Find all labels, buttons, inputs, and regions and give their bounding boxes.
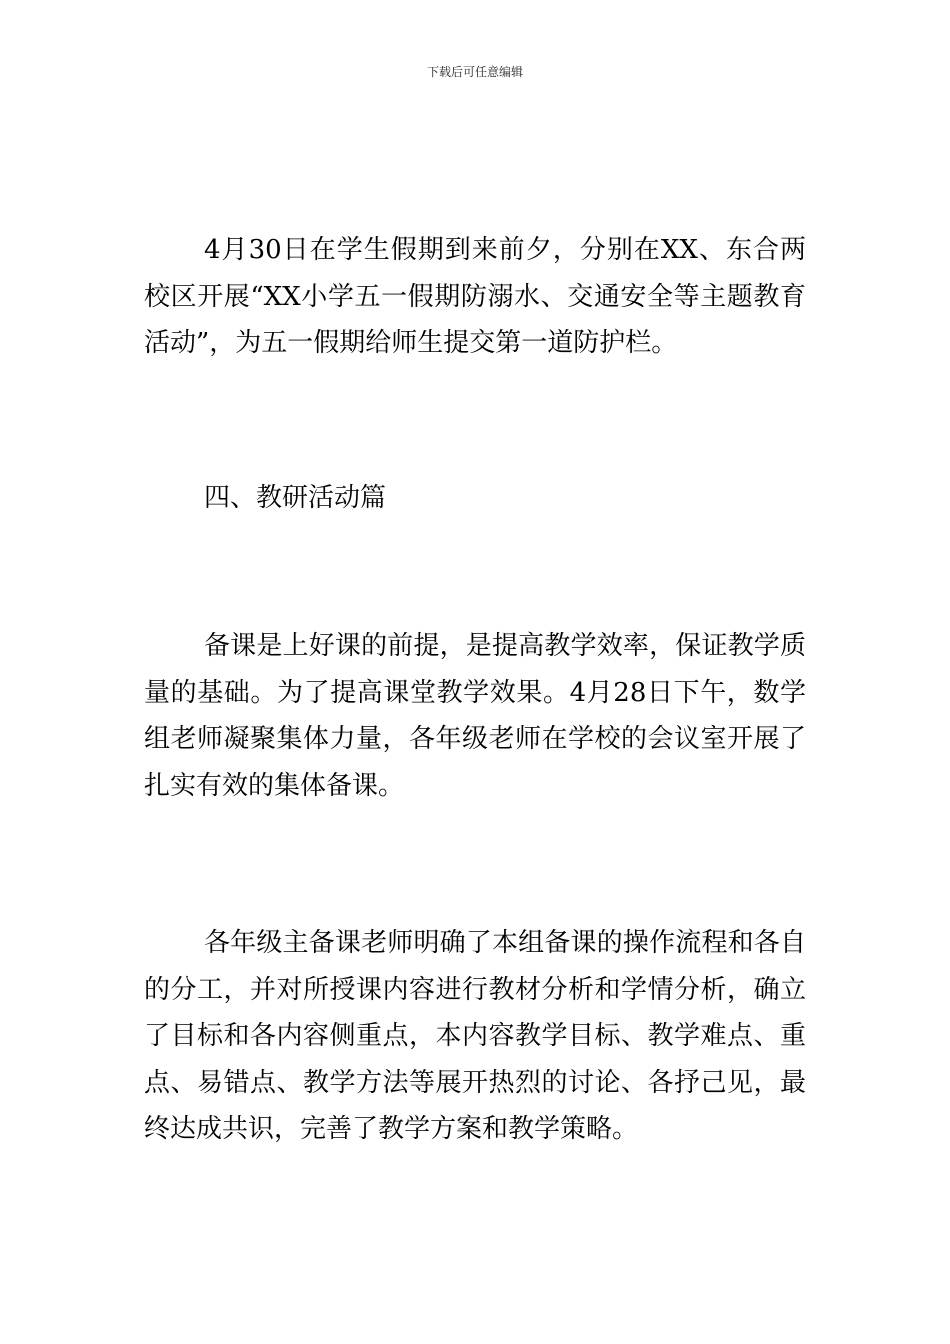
paragraph-lesson-preparation: 备课是上好课的前提，是提高教学效率，保证教学质量的基础。为了提高课堂教学效果。4月28日下午，数学组老师凝聚集体力量，各年级老师在学校的会议室开展了扎实有效的集体备课。	[144, 631, 806, 801]
page-header: 下载后可任意编辑	[426, 65, 523, 79]
section-heading-teaching-research: 四、教研活动篇	[204, 483, 387, 513]
paragraph-group-discussion: 各年级主备课老师明确了本组备课的操作流程和各自的分工，并对所授课内容进行教材分析和学情分析，确立了目标和各内容侧重点，本内容教学目标、教学难点、重点、易错点、教学方法等展开热烈的讨论、各抒己见，最终达成共识，完善了教学方案和教学策略。	[144, 928, 806, 1144]
paragraph-safety-education: 4月30日在学生假期到来前夕，分别在XX、东合两校区开展“XX小学五一假期防溺水、交通安全等主题教育活动”，为五一假期给师生提交第一道防护栏。	[144, 235, 806, 358]
